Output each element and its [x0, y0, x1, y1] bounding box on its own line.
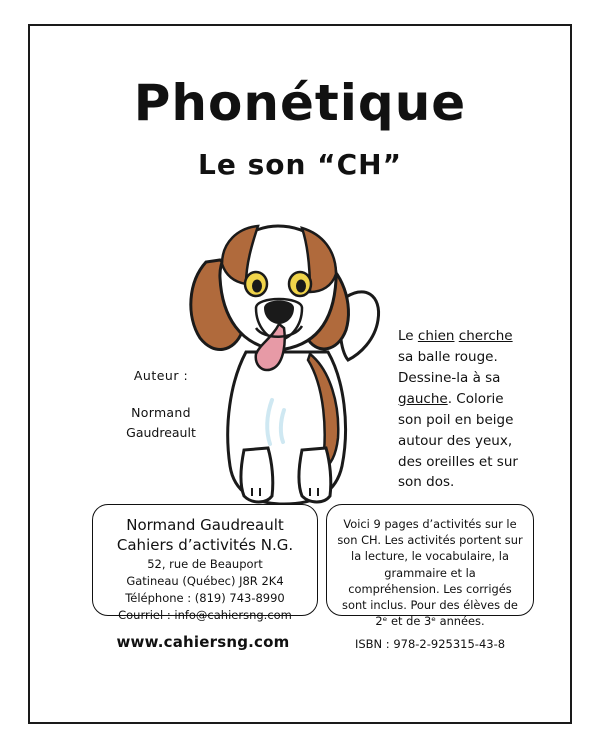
instr-line8: son dos. [398, 474, 455, 491]
publisher-address: 52, rue de Beauport [147, 556, 263, 571]
publisher-email[interactable]: Courriel : info@cahiersng.com [118, 608, 292, 623]
website-link[interactable]: www.cahiersng.com [116, 633, 290, 651]
instr-line2: sa balle rouge. [398, 348, 498, 365]
publisher-box [92, 504, 318, 623]
dog-illustration [160, 204, 410, 514]
instr-word-gauche: gauche [398, 390, 448, 407]
publisher-phone: Téléphone : (819) 743-8990 [125, 591, 285, 605]
publisher-name-line2: Cahiers d’activités N.G. [116, 536, 294, 555]
instructions-text [398, 326, 553, 493]
publisher-city: Gatineau (Québec) J8R 2K4 [126, 573, 284, 588]
author-block [96, 366, 226, 442]
isbn-text: ISBN : 978-2-925315-43-8 [354, 637, 506, 651]
instr-line5: son poil en beige [398, 411, 514, 428]
instr-word-cherche: cherche [458, 328, 513, 344]
author-label: Auteur : [133, 368, 189, 383]
page-subtitle: Le son “CH” [198, 148, 402, 181]
description-box: Voici 9 pages d’activités sur le son CH. Les activités portent sur la lecture, le vocabulaire, la grammaire et la compréhension. Les corrigés sont inclus. Pour des élèves de 2ᵉ et de 3ᵉ années. [326, 504, 534, 616]
cover-sheet [28, 24, 572, 724]
instr-line7: des oreilles et sur [398, 453, 518, 470]
page-title: Phonétique [133, 74, 467, 132]
instr-line3: Dessine-la à sa [398, 369, 501, 386]
publisher-name-line1: Normand Gaudreault [126, 516, 284, 534]
author-name-line2: Gaudreault [126, 424, 196, 440]
instr-line6: autour des yeux, [398, 432, 513, 449]
instr-word-chien: chien [417, 328, 455, 344]
instr-line1-a: Le [398, 328, 418, 344]
instr-line4-b: . Colorie [447, 390, 504, 407]
author-name-line1: Normand [131, 405, 191, 421]
